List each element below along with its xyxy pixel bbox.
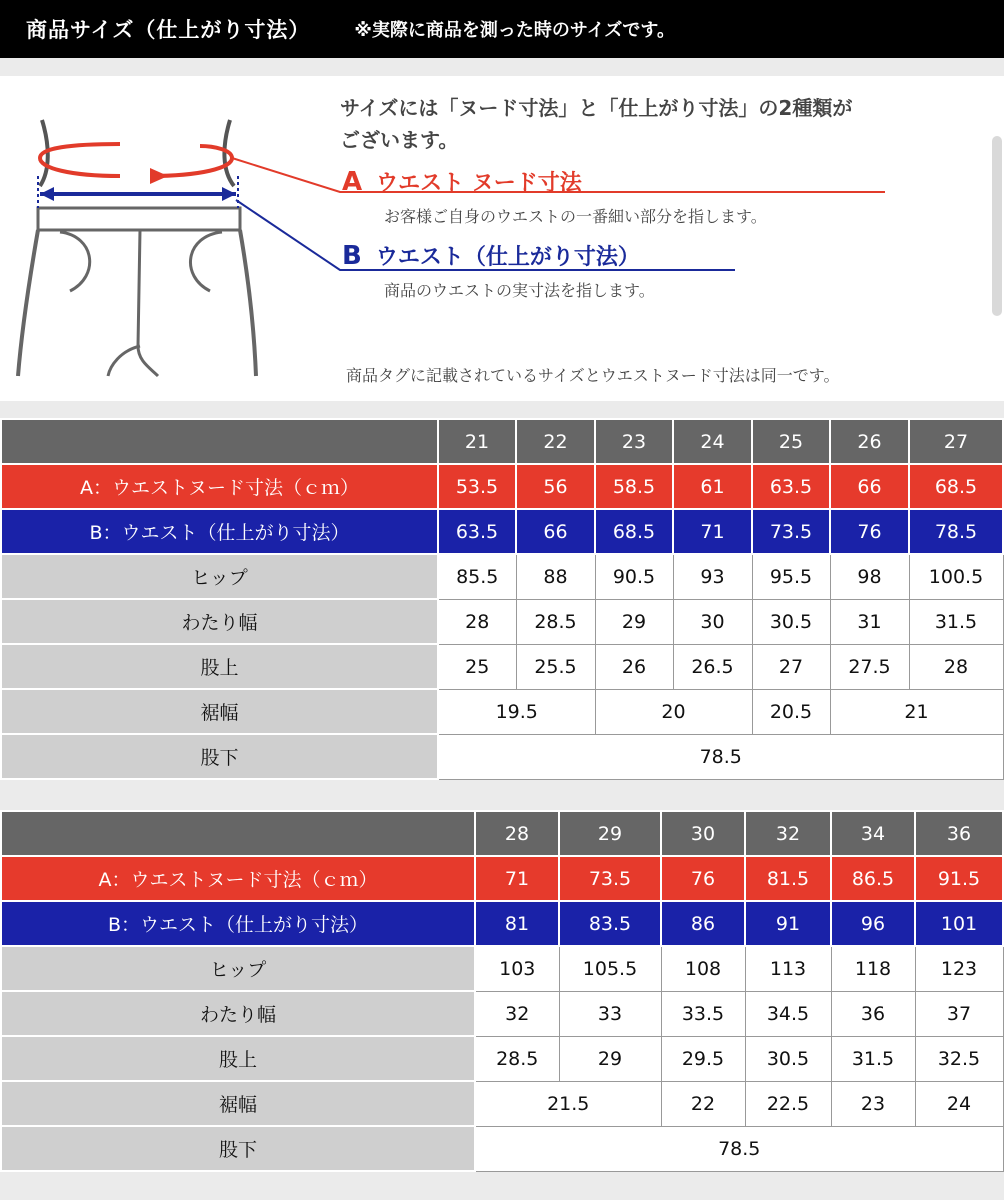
- value-cell: 28: [438, 599, 516, 644]
- value-cell: 73.5: [559, 856, 661, 901]
- label-b: [342, 240, 640, 271]
- row-inseam: [1, 734, 1003, 779]
- value-cell: 63.5: [752, 464, 830, 509]
- row-waist-finished: [1, 901, 1003, 946]
- value-cell: 27.5: [830, 644, 909, 689]
- value-cell: 28.5: [475, 1036, 559, 1081]
- row-label: B：ウエスト（仕上がり寸法）: [1, 509, 438, 554]
- intro-text: [340, 92, 852, 156]
- value-cell: 63.5: [438, 509, 516, 554]
- size-cell: 23: [595, 419, 673, 464]
- row-label: 裾幅: [1, 1081, 475, 1126]
- row-label: わたり幅: [1, 599, 438, 644]
- row-waist-nude: [1, 856, 1003, 901]
- size-cell: 28: [475, 811, 559, 856]
- value-cell: 21.5: [475, 1081, 661, 1126]
- row-hip: [1, 554, 1003, 599]
- row-thigh: [1, 991, 1003, 1036]
- label-b-description: 商品のウエストの実寸法を指します。: [384, 281, 655, 300]
- value-cell: 26: [595, 644, 673, 689]
- value-cell: 31.5: [909, 599, 1003, 644]
- value-cell: 81: [475, 901, 559, 946]
- value-cell: 93: [673, 554, 752, 599]
- size-table-1: [0, 418, 1004, 780]
- corner-cell: [1, 419, 438, 464]
- row-label: A：ウエストヌード寸法（ｃｍ）: [1, 464, 438, 509]
- value-cell: 19.5: [438, 689, 595, 734]
- value-cell: 23: [831, 1081, 915, 1126]
- intro-line-1: サイズには「ヌード寸法」と「仕上がり寸法」の2種類が: [340, 96, 853, 120]
- label-b-text: ウエスト（仕上がり寸法）: [375, 245, 640, 270]
- value-cell: 27: [752, 644, 830, 689]
- value-cell: 25.5: [516, 644, 595, 689]
- label-a-text: ウエスト ヌード寸法: [376, 171, 582, 196]
- value-cell: 28: [909, 644, 1003, 689]
- value-cell: 33.5: [661, 991, 745, 1036]
- label-b-letter: B: [342, 241, 362, 271]
- row-rise: [1, 644, 1003, 689]
- row-waist-finished: [1, 509, 1003, 554]
- row-label: 股下: [1, 1126, 475, 1171]
- value-cell: 68.5: [595, 509, 673, 554]
- row-thigh: [1, 599, 1003, 644]
- row-hem: [1, 1081, 1003, 1126]
- footnote: 商品タグに記載されているサイズとウエストヌード寸法は同一です。: [346, 366, 840, 385]
- value-cell: 34.5: [745, 991, 831, 1036]
- value-cell: 66: [830, 464, 909, 509]
- corner-cell: [1, 811, 475, 856]
- value-cell: 78.5: [438, 734, 1003, 779]
- size-header-row: [1, 419, 1003, 464]
- value-cell: 31.5: [831, 1036, 915, 1081]
- value-cell: 76: [830, 509, 909, 554]
- value-cell: 81.5: [745, 856, 831, 901]
- value-cell: 30.5: [752, 599, 830, 644]
- row-label: 股上: [1, 644, 438, 689]
- label-a-letter: A: [342, 167, 363, 197]
- value-cell: 71: [673, 509, 752, 554]
- value-cell: 29.5: [661, 1036, 745, 1081]
- value-cell: 24: [915, 1081, 1003, 1126]
- row-waist-nude: [1, 464, 1003, 509]
- value-cell: 20.5: [752, 689, 830, 734]
- value-cell: 91.5: [915, 856, 1003, 901]
- size-cell: 21: [438, 419, 516, 464]
- value-cell: 22: [661, 1081, 745, 1126]
- value-cell: 56: [516, 464, 595, 509]
- value-cell: 37: [915, 991, 1003, 1036]
- value-cell: 76: [661, 856, 745, 901]
- row-inseam: [1, 1126, 1003, 1171]
- row-hip: [1, 946, 1003, 991]
- value-cell: 96: [831, 901, 915, 946]
- value-cell: 98: [830, 554, 909, 599]
- value-cell: 25: [438, 644, 516, 689]
- size-cell: 22: [516, 419, 595, 464]
- value-cell: 29: [595, 599, 673, 644]
- value-cell: 78.5: [909, 509, 1003, 554]
- value-cell: 71: [475, 856, 559, 901]
- size-cell: 32: [745, 811, 831, 856]
- value-cell: 108: [661, 946, 745, 991]
- size-cell: 36: [915, 811, 1003, 856]
- value-cell: 31: [830, 599, 909, 644]
- value-cell: 66: [516, 509, 595, 554]
- value-cell: 83.5: [559, 901, 661, 946]
- value-cell: 78.5: [475, 1126, 1003, 1171]
- label-a-description: お客様ご自身のウエストの一番細い部分を指します。: [384, 207, 767, 226]
- size-header-row: [1, 811, 1003, 856]
- value-cell: 105.5: [559, 946, 661, 991]
- label-a: [342, 166, 582, 197]
- value-cell: 86.5: [831, 856, 915, 901]
- row-label: わたり幅: [1, 991, 475, 1036]
- intro-line-2: ございます。: [340, 128, 459, 152]
- row-hem: [1, 689, 1003, 734]
- size-cell: 24: [673, 419, 752, 464]
- value-cell: 91: [745, 901, 831, 946]
- value-cell: 21: [830, 689, 1003, 734]
- value-cell: 61: [673, 464, 752, 509]
- value-cell: 22.5: [745, 1081, 831, 1126]
- value-cell: 88: [516, 554, 595, 599]
- size-cell: 30: [661, 811, 745, 856]
- value-cell: 33: [559, 991, 661, 1036]
- value-cell: 86: [661, 901, 745, 946]
- value-cell: 32.5: [915, 1036, 1003, 1081]
- header-note: ※実際に商品を測った時のサイズです。: [354, 20, 675, 41]
- value-cell: 58.5: [595, 464, 673, 509]
- value-cell: 29: [559, 1036, 661, 1081]
- explanation-panel: [0, 76, 1004, 401]
- size-cell: 34: [831, 811, 915, 856]
- value-cell: 68.5: [909, 464, 1003, 509]
- value-cell: 32: [475, 991, 559, 1036]
- size-cell: 26: [830, 419, 909, 464]
- value-cell: 30.5: [745, 1036, 831, 1081]
- size-cell: 25: [752, 419, 830, 464]
- row-label: ヒップ: [1, 554, 438, 599]
- value-cell: 123: [915, 946, 1003, 991]
- value-cell: 73.5: [752, 509, 830, 554]
- scrollbar[interactable]: [992, 136, 1002, 316]
- value-cell: 36: [831, 991, 915, 1036]
- value-cell: 100.5: [909, 554, 1003, 599]
- row-label: 裾幅: [1, 689, 438, 734]
- row-label: A：ウエストヌード寸法（ｃｍ）: [1, 856, 475, 901]
- value-cell: 103: [475, 946, 559, 991]
- value-cell: 95.5: [752, 554, 830, 599]
- row-label: ヒップ: [1, 946, 475, 991]
- row-label: B：ウエスト（仕上がり寸法）: [1, 901, 475, 946]
- value-cell: 118: [831, 946, 915, 991]
- value-cell: 85.5: [438, 554, 516, 599]
- page-header: [0, 0, 1004, 58]
- value-cell: 26.5: [673, 644, 752, 689]
- row-label: 股上: [1, 1036, 475, 1081]
- size-cell: 29: [559, 811, 661, 856]
- value-cell: 20: [595, 689, 752, 734]
- value-cell: 30: [673, 599, 752, 644]
- page-title: 商品サイズ（仕上がり寸法）: [26, 18, 311, 42]
- value-cell: 113: [745, 946, 831, 991]
- value-cell: 28.5: [516, 599, 595, 644]
- row-label: 股下: [1, 734, 438, 779]
- row-rise: [1, 1036, 1003, 1081]
- value-cell: 101: [915, 901, 1003, 946]
- size-table-2: [0, 810, 1004, 1172]
- value-cell: 53.5: [438, 464, 516, 509]
- size-cell: 27: [909, 419, 1003, 464]
- value-cell: 90.5: [595, 554, 673, 599]
